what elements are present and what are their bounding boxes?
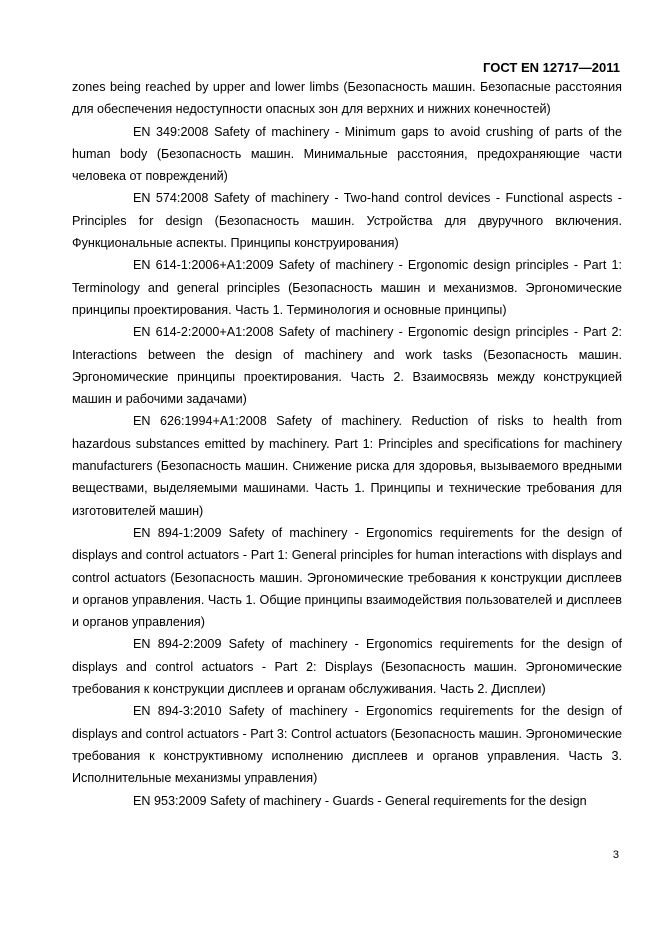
reference-paragraph: EN 614-2:2000+A1:2008 Safety of machinery - Ergonomic design principles - Part 2: Interactions between the design of machinery and work tasks (Безопасность машин. Эргономические принципы проектирования. Часть 2. Взаимосвязь между конструкцией машин и рабочими задачами)	[72, 325, 622, 407]
reference-paragraph: EN 349:2008 Safety of machinery - Minimum gaps to avoid crushing of parts of the human body (Безопасность машин. Минимальные расстояния, предохраняющие части человека от повреждений)	[72, 124, 622, 184]
reference-paragraph: EN 614-1:2006+A1:2009 Safety of machinery - Ergonomic design principles - Part 1: Terminology and general principles (Безопасность машин и механизмов. Эргономические принципы проектирования. Часть 1. Терминология и основные принципы)	[72, 258, 622, 317]
document-header: ГОСТ EN 12717—2011	[483, 60, 620, 75]
reference-paragraph: EN 574:2008 Safety of machinery - Two-hand control devices - Functional aspects - Principles for design (Безопасность машин. Устройства для двуручного включения. Функциональные аспекты. Принципы конструирования)	[72, 191, 622, 251]
reference-paragraph: EN 626:1994+A1:2008 Safety of machinery. Reduction of risks to health from hazardous substances emitted by machinery. Part 1: Principles and specifications for machinery manufacturers (Безопасность машин. Снижение риска для здоровья, вызываемого вредными веществами, выделяемыми машинами. Часть 1. Принципы и технические требования для изготовителей машин)	[72, 414, 622, 518]
reference-paragraph: zones being reached by upper and lower limbs (Безопасность машин. Безопасные расстояния для обеспечения недоступности опасных зон для верхних и нижних конечностей)	[72, 80, 622, 117]
reference-paragraph: EN 894-1:2009 Safety of machinery - Ergonomics requirements for the design of displays and control actuators - Part 1: General principles for human interactions with displays and control actuators (Безопасность машин. Эргономические требования к конструкции дисплеев и органов управления. Часть 1. Общие принципы взаимодействия пользователей и дисплеев и органов управления)	[72, 525, 622, 630]
page-body	[72, 76, 622, 812]
page-number: 3	[612, 849, 619, 861]
reference-paragraph: EN 953:2009 Safety of machinery - Guards - General requirements for the design	[133, 793, 587, 808]
reference-paragraph: EN 894-2:2009 Safety of machinery - Ergonomics requirements for the design of displays and control actuators - Part 2: Displays (Безопасность машин. Эргономические требования к конструкции дисплеев и органам обслуживания. Часть 2. Дисплеи)	[72, 637, 622, 697]
reference-paragraph: EN 894-3:2010 Safety of machinery - Ergonomics requirements for the design of displays and control actuators - Part 3: Control actuators (Безопасность машин. Эргономические требования к конструктивному исполнению дисплеев и органов управления. Часть 3. Исполнительные механизмы управления)	[72, 704, 622, 786]
